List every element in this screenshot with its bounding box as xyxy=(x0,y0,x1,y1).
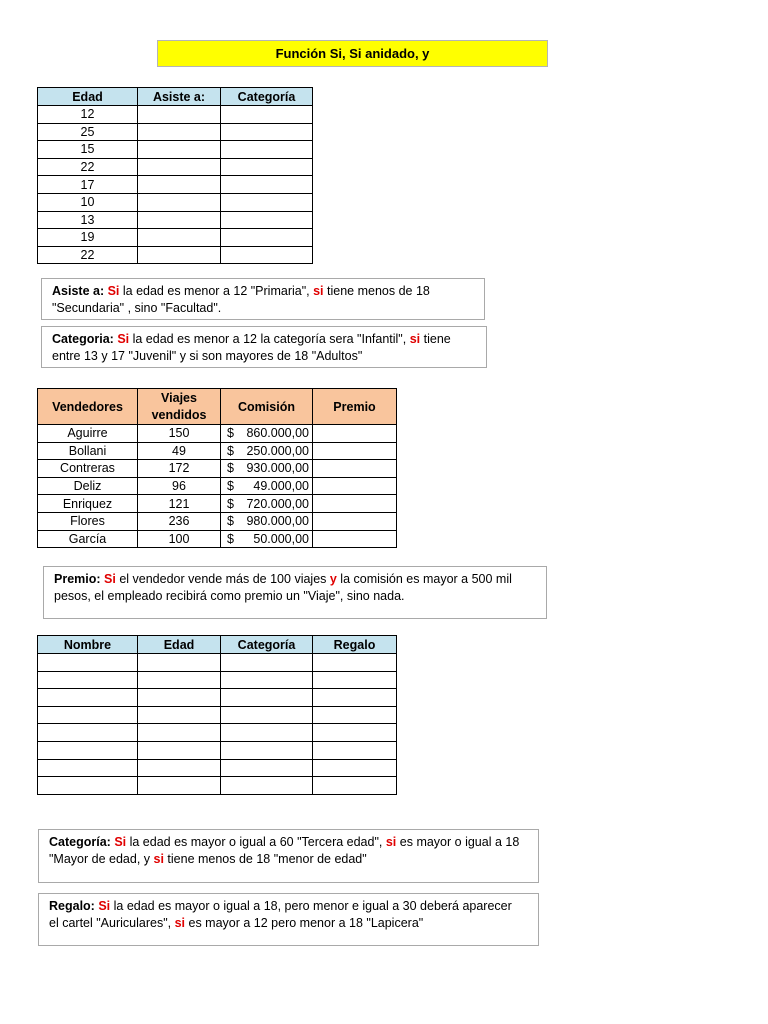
table-row xyxy=(38,442,397,460)
table-row xyxy=(38,211,313,229)
cell-categoria[interactable] xyxy=(221,193,313,211)
cell-premio[interactable] xyxy=(313,530,397,548)
cell-premio[interactable] xyxy=(313,442,397,460)
note-label: Categoria: xyxy=(52,332,114,346)
cell-edad[interactable] xyxy=(138,741,221,759)
cell-categoria[interactable] xyxy=(221,106,313,124)
note-premio xyxy=(43,566,547,619)
cell-edad[interactable] xyxy=(138,671,221,689)
currency-symbol: $ xyxy=(227,479,234,494)
note-categoria xyxy=(41,326,487,368)
cell-regalo[interactable] xyxy=(313,741,397,759)
money-value xyxy=(221,532,312,546)
sales-table xyxy=(37,388,397,548)
cell-viajes[interactable]: 121 xyxy=(138,495,221,513)
cell-categoria[interactable] xyxy=(221,246,313,264)
cell-comision[interactable] xyxy=(221,425,313,443)
table-row xyxy=(38,158,313,176)
cell-vendedor[interactable]: Flores xyxy=(38,512,138,530)
cell-vendedor[interactable]: Aguirre xyxy=(38,425,138,443)
table-row xyxy=(38,176,313,194)
cell-asiste[interactable] xyxy=(138,106,221,124)
cell-regalo[interactable] xyxy=(313,724,397,742)
currency-symbol: $ xyxy=(227,531,234,546)
note-label: Regalo: xyxy=(49,899,95,913)
keyword-si: si xyxy=(385,835,397,849)
keyword-si: Si xyxy=(117,332,130,346)
note-text: entre 13 y 17 "Juvenil" y si son mayores de 18 "Adultos" xyxy=(52,349,363,363)
currency-symbol: $ xyxy=(227,496,234,511)
cell-nombre[interactable] xyxy=(38,724,138,742)
cell-edad[interactable]: 12 xyxy=(38,106,138,124)
cell-categoria[interactable] xyxy=(221,706,313,724)
note-label: Asiste a: xyxy=(52,284,105,298)
cell-categoria[interactable] xyxy=(221,141,313,159)
cell-categoria[interactable] xyxy=(221,777,313,795)
cell-categoria[interactable] xyxy=(221,176,313,194)
page-title: Función Si, Si anidado, y xyxy=(157,40,548,67)
header-categoria: Categoría xyxy=(221,636,313,654)
cell-vendedor[interactable]: Contreras xyxy=(38,460,138,478)
note-text: tiene menos de 18 xyxy=(323,284,430,298)
cell-nombre[interactable] xyxy=(38,741,138,759)
cell-categoria[interactable] xyxy=(221,759,313,777)
keyword-si: si xyxy=(409,332,421,346)
table-row xyxy=(38,123,313,141)
cell-asiste[interactable] xyxy=(138,123,221,141)
cell-edad[interactable]: 22 xyxy=(38,246,138,264)
note-text: el cartel "Auriculares", xyxy=(49,916,175,930)
currency-symbol: $ xyxy=(227,443,234,458)
cell-viajes[interactable]: 49 xyxy=(138,442,221,460)
cell-nombre[interactable] xyxy=(38,689,138,707)
header-viajes: Viajes vendidos xyxy=(138,389,221,425)
gift-table xyxy=(37,635,397,795)
cell-asiste[interactable] xyxy=(138,246,221,264)
money-value xyxy=(221,497,312,511)
cell-comision[interactable] xyxy=(221,495,313,513)
table-row xyxy=(38,759,397,777)
cell-asiste[interactable] xyxy=(138,211,221,229)
keyword-si: Si xyxy=(114,835,127,849)
cell-nombre[interactable] xyxy=(38,777,138,795)
cell-vendedor[interactable]: Enriquez xyxy=(38,495,138,513)
table-row xyxy=(38,671,397,689)
currency-symbol: $ xyxy=(227,461,234,476)
header-categoria: Categoría xyxy=(221,88,313,106)
note-text: tiene menos de 18 "menor de edad" xyxy=(163,852,367,866)
cell-premio[interactable] xyxy=(313,460,397,478)
cell-nombre[interactable] xyxy=(38,759,138,777)
money-value xyxy=(221,426,312,440)
table-row xyxy=(38,724,397,742)
cell-nombre[interactable] xyxy=(38,671,138,689)
cell-regalo[interactable] xyxy=(313,689,397,707)
cell-viajes[interactable]: 100 xyxy=(138,530,221,548)
cell-categoria[interactable] xyxy=(221,211,313,229)
table-row xyxy=(38,741,397,759)
cell-categoria[interactable] xyxy=(221,724,313,742)
cell-categoria[interactable] xyxy=(221,689,313,707)
note-text: la edad es mayor o igual a 18, pero menor e igual a 30 deberá aparecer xyxy=(110,899,512,913)
amount: 50.000,00 xyxy=(253,531,309,546)
cell-regalo[interactable] xyxy=(313,671,397,689)
header-edad: Edad xyxy=(38,88,138,106)
header-vendedores: Vendedores xyxy=(38,389,138,425)
cell-premio[interactable] xyxy=(313,425,397,443)
cell-edad[interactable] xyxy=(138,724,221,742)
note-label: Categoría: xyxy=(49,835,111,849)
cell-viajes[interactable]: 150 xyxy=(138,425,221,443)
cell-viajes[interactable]: 172 xyxy=(138,460,221,478)
amount: 930.000,00 xyxy=(246,461,309,476)
cell-vendedor[interactable]: García xyxy=(38,530,138,548)
cell-edad[interactable] xyxy=(138,706,221,724)
table-row xyxy=(38,512,397,530)
note-text: es mayor o igual a 18 xyxy=(396,835,520,849)
cell-asiste[interactable] xyxy=(138,176,221,194)
cell-comision[interactable] xyxy=(221,460,313,478)
cell-comision[interactable] xyxy=(221,530,313,548)
cell-edad[interactable]: 22 xyxy=(38,158,138,176)
cell-regalo[interactable] xyxy=(313,759,397,777)
currency-symbol: $ xyxy=(227,426,234,441)
keyword-y: y xyxy=(329,572,337,586)
note-text: la comisión es mayor a 500 mil xyxy=(336,572,512,586)
note-text: "Mayor de edad, y xyxy=(49,852,154,866)
cell-categoria[interactable] xyxy=(221,158,313,176)
cell-regalo[interactable] xyxy=(313,777,397,795)
table-row xyxy=(38,425,397,443)
header-edad: Edad xyxy=(138,636,221,654)
cell-edad[interactable] xyxy=(138,689,221,707)
keyword-si: si xyxy=(313,284,324,298)
note-text: pesos, el empleado recibirá como premio un "Viaje", sino nada. xyxy=(54,589,405,603)
keyword-si: Si xyxy=(98,899,111,913)
header-asiste: Asiste a: xyxy=(138,88,221,106)
note-text: "Secundaria" , sino "Facultad". xyxy=(52,301,222,315)
cell-comision[interactable] xyxy=(221,512,313,530)
table-row xyxy=(38,654,397,672)
cell-regalo[interactable] xyxy=(313,706,397,724)
cell-asiste[interactable] xyxy=(138,229,221,247)
cell-asiste[interactable] xyxy=(138,158,221,176)
cell-premio[interactable] xyxy=(313,495,397,513)
keyword-si: si xyxy=(153,852,164,866)
money-value xyxy=(221,514,312,528)
cell-edad[interactable] xyxy=(138,777,221,795)
currency-symbol: $ xyxy=(227,514,234,529)
table-row xyxy=(38,229,313,247)
table-row xyxy=(38,689,397,707)
table-row xyxy=(38,193,313,211)
keyword-si: si xyxy=(174,916,186,930)
money-value xyxy=(221,444,312,458)
table-row xyxy=(38,477,397,495)
cell-categoria[interactable] xyxy=(221,229,313,247)
cell-premio[interactable] xyxy=(313,477,397,495)
cell-comision[interactable] xyxy=(221,477,313,495)
cell-categoria[interactable] xyxy=(221,123,313,141)
table-row xyxy=(38,777,397,795)
note-label: Premio: xyxy=(54,572,101,586)
cell-viajes[interactable]: 96 xyxy=(138,477,221,495)
cell-edad[interactable]: 13 xyxy=(38,211,138,229)
cell-regalo[interactable] xyxy=(313,654,397,672)
amount: 49.000,00 xyxy=(253,479,309,494)
table-row xyxy=(38,106,313,124)
note-asiste xyxy=(41,278,485,320)
money-value xyxy=(221,479,312,493)
amount: 720.000,00 xyxy=(246,496,309,511)
cell-edad[interactable]: 10 xyxy=(38,193,138,211)
cell-edad[interactable]: 25 xyxy=(38,123,138,141)
table-row xyxy=(38,246,313,264)
table-row xyxy=(38,706,397,724)
age-table xyxy=(37,87,313,264)
cell-categoria[interactable] xyxy=(221,654,313,672)
table-row xyxy=(38,460,397,478)
cell-comision[interactable] xyxy=(221,442,313,460)
cell-edad[interactable] xyxy=(138,654,221,672)
table-row xyxy=(38,495,397,513)
keyword-si: Si xyxy=(107,284,120,298)
cell-vendedor[interactable]: Deliz xyxy=(38,477,138,495)
table-row xyxy=(38,530,397,548)
keyword-si: Si xyxy=(104,572,116,586)
cell-edad[interactable]: 17 xyxy=(38,176,138,194)
header-premio: Premio xyxy=(313,389,397,425)
note-text: el vendedor vende más de 100 viajes xyxy=(115,572,330,586)
header-regalo: Regalo xyxy=(313,636,397,654)
cell-categoria[interactable] xyxy=(221,741,313,759)
cell-edad[interactable] xyxy=(138,759,221,777)
note-text: la edad es menor a 12 "Primaria", xyxy=(119,284,314,298)
note-text: la edad es menor a 12 la categoría sera "Infantil", xyxy=(129,332,410,346)
cell-edad[interactable]: 15 xyxy=(38,141,138,159)
header-comision: Comisión xyxy=(221,389,313,425)
cell-nombre[interactable] xyxy=(38,706,138,724)
table-row xyxy=(38,141,313,159)
note-regalo xyxy=(38,893,539,946)
note-categoria-edad xyxy=(38,829,539,883)
money-value xyxy=(221,461,312,475)
header-nombre: Nombre xyxy=(38,636,138,654)
cell-viajes[interactable]: 236 xyxy=(138,512,221,530)
note-text: es mayor a 12 pero menor a 18 "Lapicera" xyxy=(185,916,424,930)
note-text: la edad es mayor o igual a 60 "Tercera edad", xyxy=(126,835,386,849)
cell-categoria[interactable] xyxy=(221,671,313,689)
note-text: tiene xyxy=(420,332,451,346)
amount: 860.000,00 xyxy=(246,426,309,441)
amount: 250.000,00 xyxy=(246,443,309,458)
cell-asiste[interactable] xyxy=(138,141,221,159)
cell-edad[interactable]: 19 xyxy=(38,229,138,247)
cell-premio[interactable] xyxy=(313,512,397,530)
amount: 980.000,00 xyxy=(246,514,309,529)
cell-vendedor[interactable]: Bollani xyxy=(38,442,138,460)
cell-nombre[interactable] xyxy=(38,654,138,672)
cell-asiste[interactable] xyxy=(138,193,221,211)
